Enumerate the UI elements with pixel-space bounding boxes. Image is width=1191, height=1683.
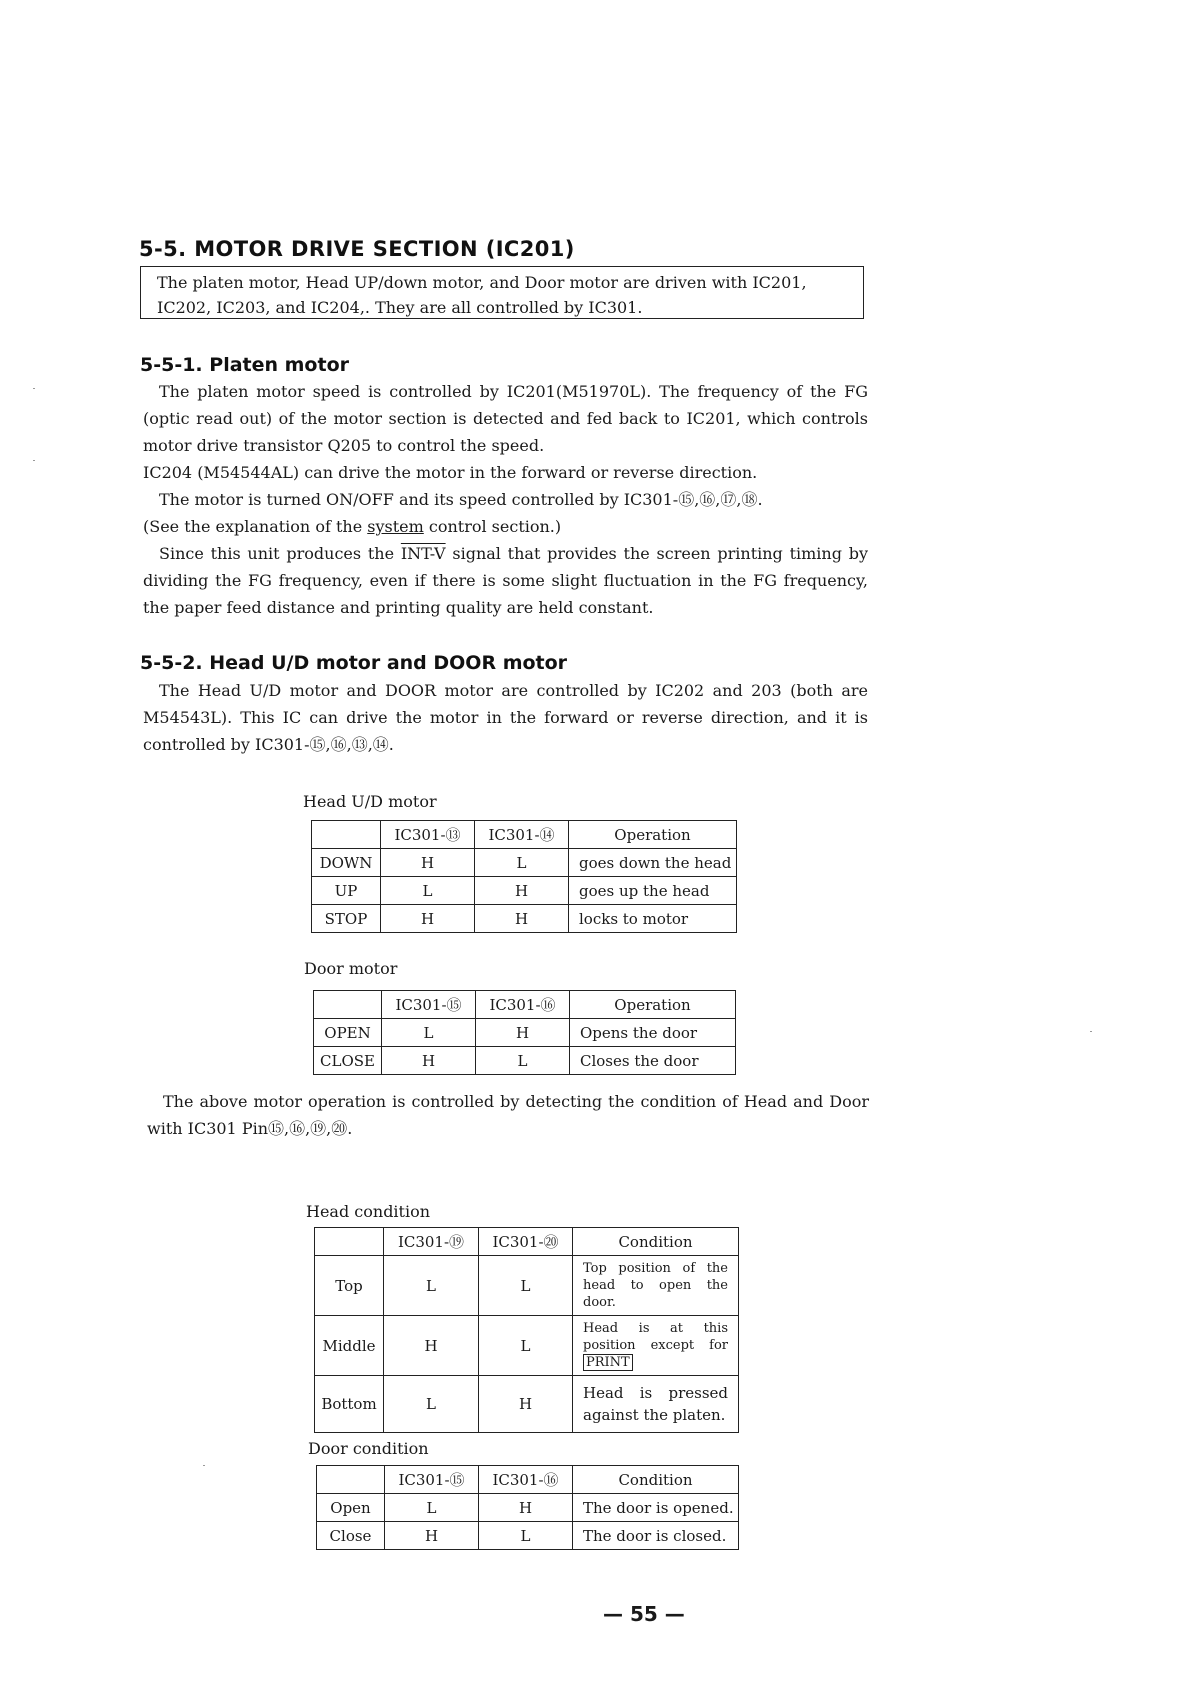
- table-header-row: IC301-⑮ IC301-⑯ Operation: [314, 991, 736, 1019]
- platen-para-1: The platen motor speed is controlled by IC201(M51970L). The frequency of the FG (optic read out) of the motor section is detected and fed back to IC201, which controls motor drive transistor Q205 to control the speed.: [143, 382, 868, 455]
- intro-line-1: The platen motor, Head UP/down motor, and Door motor are driven with IC201,: [157, 273, 807, 292]
- platen-para-2: IC204 (M54544AL) can drive the motor in the forward or reverse direction.: [143, 463, 758, 482]
- platen-para-5: Since this unit produces the INT-V signal that provides the screen printing timing by dividing the FG frequency, even if there is some slight fluctuation in the FG frequency, the paper feed distance and printing quality are held constant.: [143, 544, 869, 617]
- platen-title: 5-5-1. Platen motor: [140, 354, 349, 376]
- table-header-row: IC301-⑬ IC301-⑭ Operation: [312, 821, 737, 849]
- intro-line-2: IC202, IC203, and IC204,. They are all controlled by IC301.: [157, 298, 643, 317]
- headdoor-para-1: The Head U/D motor and DOOR motor are controlled by IC202 and 203 (both are M54543L). This IC can drive the motor in the forward or reverse direction, and it is controlled by IC301-⑮,⑯,⑬,⑭.: [143, 681, 868, 754]
- head-condition-caption: Head condition: [306, 1202, 431, 1221]
- scan-speck: [203, 1465, 205, 1466]
- table-row: UP L H goes up the head: [312, 877, 737, 905]
- scan-speck: [33, 388, 35, 389]
- door-motor-table: [313, 990, 736, 1075]
- table-row: Open L H The door is opened.: [317, 1494, 739, 1522]
- door-motor-caption: Door motor: [304, 959, 398, 978]
- platen-para-3: The motor is turned ON/OFF and its speed controlled by IC301-⑮,⑯,⑰,⑱.: [159, 490, 763, 509]
- scan-speck: [1090, 1031, 1092, 1032]
- table-row: CLOSE H L Closes the door: [314, 1047, 736, 1075]
- table-row: Close H L The door is closed.: [317, 1522, 739, 1550]
- detect-para: The above motor operation is controlled by detecting the condition of Head and Door with IC301 Pin⑮,⑯,⑲,⑳.: [147, 1092, 869, 1138]
- page-number: — 55 —: [603, 1602, 685, 1626]
- section-title: 5-5. MOTOR DRIVE SECTION (IC201): [139, 237, 575, 261]
- table-row: Bottom L H Head is pressed against the platen.: [315, 1376, 739, 1433]
- int-v-signal: INT-V: [400, 544, 446, 563]
- detect-body: [147, 1088, 869, 1142]
- table-row: OPEN L H Opens the door: [314, 1019, 736, 1047]
- table-header-row: IC301-⑲ IC301-⑳ Condition: [315, 1228, 739, 1256]
- table-row: Top L L Top position of the head to open the door.: [315, 1256, 739, 1316]
- intro-box: [140, 266, 864, 319]
- head-ud-table: [311, 820, 737, 933]
- door-condition-caption: Door condition: [308, 1439, 429, 1458]
- door-condition-table: [316, 1465, 739, 1550]
- platen-body: [143, 378, 868, 621]
- print-key-label: PRINT: [583, 1354, 633, 1371]
- headdoor-title: 5-5-2. Head U/D motor and DOOR motor: [140, 652, 568, 674]
- headdoor-body: [143, 677, 868, 758]
- system-underlined: system: [367, 517, 424, 536]
- head-condition-table: [314, 1227, 739, 1433]
- platen-para-4: (See the explanation of the system control section.): [143, 517, 562, 536]
- table-row: Middle H L Head is at this position except for PRINT: [315, 1316, 739, 1376]
- head-ud-caption: Head U/D motor: [303, 792, 437, 811]
- table-row: STOP H H locks to motor: [312, 905, 737, 933]
- table-header-row: IC301-⑮ IC301-⑯ Condition: [317, 1466, 739, 1494]
- table-row: DOWN H L goes down the head: [312, 849, 737, 877]
- scan-speck: [33, 460, 35, 461]
